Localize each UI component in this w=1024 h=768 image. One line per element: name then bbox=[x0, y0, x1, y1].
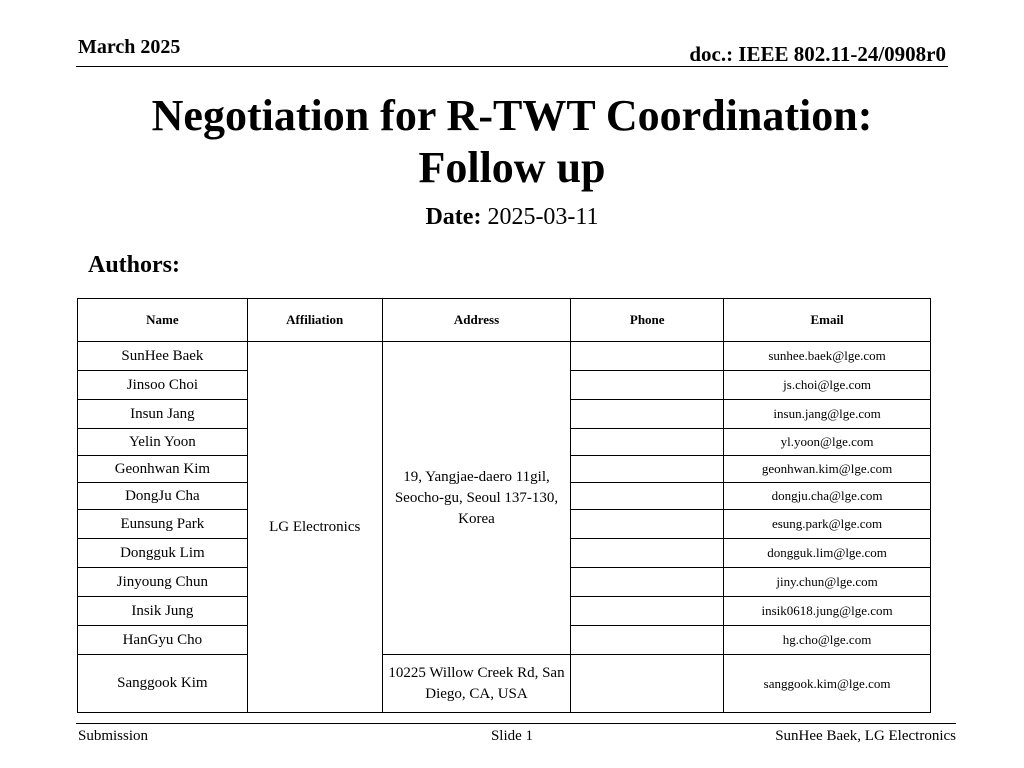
footer-submission: Submission bbox=[78, 728, 149, 744]
header-doc-id: doc.: IEEE 802.11-24/0908r0 bbox=[689, 42, 946, 66]
author-name: Eunsung Park bbox=[78, 510, 248, 539]
phone-cell bbox=[571, 568, 724, 597]
author-name: HanGyu Cho bbox=[78, 626, 248, 655]
author-name: SunHee Baek bbox=[78, 342, 248, 371]
phone-cell bbox=[571, 597, 724, 626]
address-last-cell: 10225 Willow Creek Rd, San Diego, CA, USA bbox=[382, 655, 571, 713]
header-phone: Phone bbox=[571, 299, 724, 342]
address-main-cell: 19, Yangjae-daero 11gil, Seocho-gu, Seoul 137-130, Korea bbox=[382, 342, 571, 655]
phone-cell bbox=[571, 400, 724, 429]
author-name: Geonhwan Kim bbox=[78, 456, 248, 483]
author-email: insun.jang@lge.com bbox=[724, 400, 931, 429]
phone-cell bbox=[571, 626, 724, 655]
author-email: dongguk.lim@lge.com bbox=[724, 539, 931, 568]
author-email: sunhee.baek@lge.com bbox=[724, 342, 931, 371]
author-email: js.choi@lge.com bbox=[724, 371, 931, 400]
header-name: Name bbox=[78, 299, 248, 342]
author-name: Jinyoung Chun bbox=[78, 568, 248, 597]
slide-title-line1: Negotiation for R-TWT Coordination: bbox=[151, 91, 873, 140]
footer-slide-number: Slide 1 bbox=[490, 728, 534, 744]
author-email: jiny.chun@lge.com bbox=[724, 568, 931, 597]
header-date: March 2025 bbox=[78, 36, 181, 58]
author-name: DongJu Cha bbox=[78, 483, 248, 510]
phone-cell bbox=[571, 371, 724, 400]
author-name: Dongguk Lim bbox=[78, 539, 248, 568]
phone-cell bbox=[571, 483, 724, 510]
date-label: Date: bbox=[425, 204, 482, 230]
header-affiliation: Affiliation bbox=[247, 299, 382, 342]
slide-title bbox=[0, 90, 1024, 194]
author-name: Insik Jung bbox=[78, 597, 248, 626]
table-header-row bbox=[78, 299, 931, 342]
table-row bbox=[78, 655, 931, 713]
phone-cell bbox=[571, 342, 724, 371]
header-email: Email bbox=[724, 299, 931, 342]
phone-cell bbox=[571, 456, 724, 483]
author-email: yl.yoon@lge.com bbox=[724, 429, 931, 456]
phone-cell bbox=[571, 539, 724, 568]
author-email: geonhwan.kim@lge.com bbox=[724, 456, 931, 483]
authors-heading: Authors: bbox=[88, 252, 181, 278]
footer-author: SunHee Baek, LG Electronics bbox=[775, 728, 956, 744]
header-rule bbox=[76, 66, 948, 67]
affiliation-cell: LG Electronics bbox=[247, 342, 382, 713]
author-name: Yelin Yoon bbox=[78, 429, 248, 456]
author-name: Jinsoo Choi bbox=[78, 371, 248, 400]
author-email: insik0618.jung@lge.com bbox=[724, 597, 931, 626]
author-email: hg.cho@lge.com bbox=[724, 626, 931, 655]
author-name: Sanggook Kim bbox=[78, 655, 248, 713]
authors-table bbox=[77, 298, 931, 713]
date-value: 2025-03-11 bbox=[487, 204, 599, 230]
author-email: esung.park@lge.com bbox=[724, 510, 931, 539]
phone-cell bbox=[571, 510, 724, 539]
phone-cell bbox=[571, 655, 724, 713]
slide-title-line2: Follow up bbox=[418, 143, 606, 192]
phone-cell bbox=[571, 429, 724, 456]
author-email: sanggook.kim@lge.com bbox=[724, 655, 931, 713]
footer-rule bbox=[76, 723, 956, 724]
slide-date bbox=[0, 204, 1024, 231]
author-email: dongju.cha@lge.com bbox=[724, 483, 931, 510]
table-row bbox=[78, 342, 931, 371]
header-address: Address bbox=[382, 299, 571, 342]
author-name: Insun Jang bbox=[78, 400, 248, 429]
